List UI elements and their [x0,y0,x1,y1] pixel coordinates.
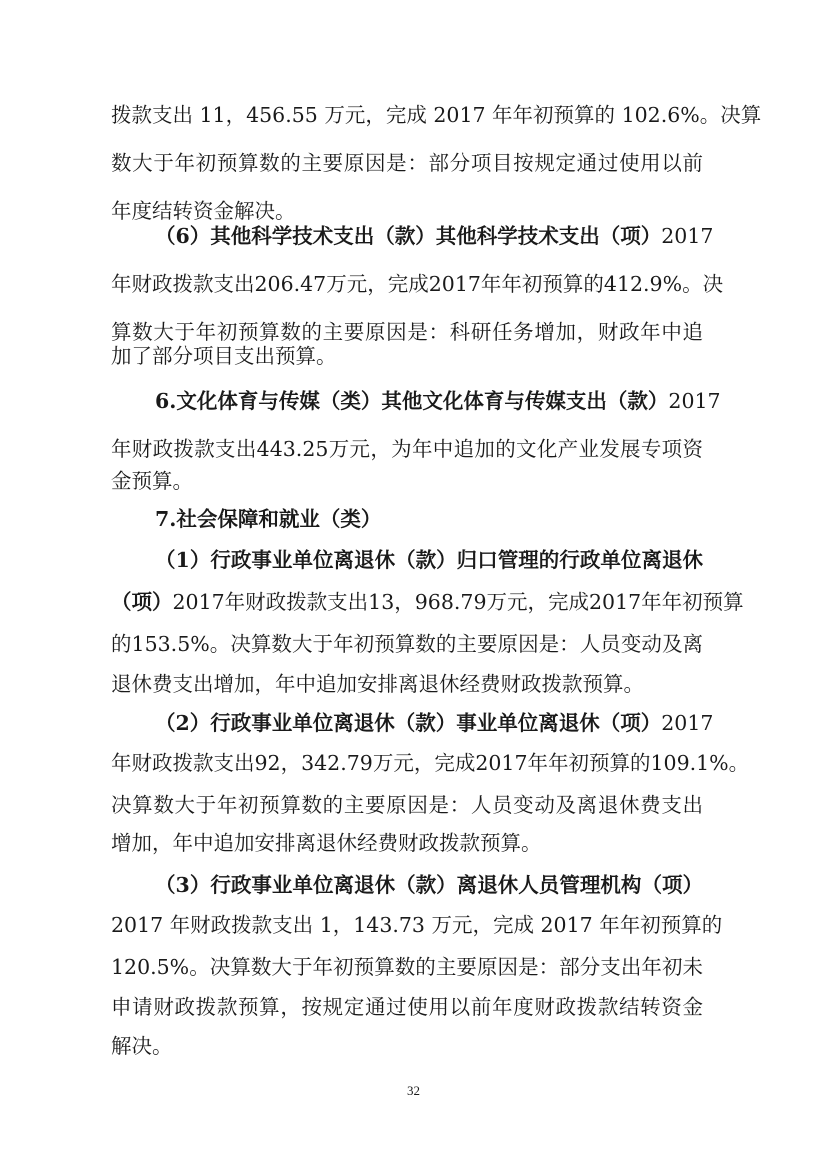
body-text-line: 的153.5%。决算数大于年初预算数的主要原因是：人员变动及离 [111,632,703,656]
section-heading: 7.社会保障和就业（类） [155,507,382,531]
body-text-line: 年财政拨款支出92，342.79万元，完成2017年年初预算的109.1%。 [111,751,750,775]
body-text-line: 120.5%。决算数大于年初预算数的主要原因是：部分支出年初未 [111,955,703,979]
heading-tail-text: 2017 [661,224,714,248]
body-text-line: 申请财政拨款预算，按规定通过使用以前年度财政拨款结转资金 [111,995,703,1019]
body-text-line: 年财政拨款支出443.25万元，为年中追加的文化产业发展专项资 [111,437,703,461]
heading-tail-text: 2017年财政拨款支出13，968.79万元，完成2017年年初预算 [172,590,744,614]
heading-tail-text: 2017 [668,389,721,413]
body-text-line: 退休费支出增加，年中追加安排离退休经费财政拨款预算。 [111,672,644,696]
section-heading: （1）行政事业单位离退休（款）归口管理的行政单位离退休 [155,548,703,572]
body-text-line: 年度结转资金解决。 [111,199,296,223]
section-heading-line [155,216,714,256]
section-heading-line [155,381,721,421]
section-heading-line [155,703,714,743]
page-number: 32 [407,1083,420,1098]
heading-tail-text: 2017 [661,711,714,735]
body-text-line: 数大于年初预算数的主要原因是：部分项目按规定通过使用以前 [111,151,703,175]
section-heading: 6.文化体育与传媒（类）其他文化体育与传媒支出（款） [155,389,669,413]
body-text-line: 算数大于年初预算数的主要原因是：科研任务增加，财政年中追 [111,320,703,344]
body-text-line: 解决。 [111,1034,173,1058]
body-text-line: 年财政拨款支出206.47万元，完成2017年年初预算的412.9%。决 [111,272,724,296]
body-text-line: 拨款支出 11，456.55 万元，完成 2017 年年初预算的 102.6%。决算 [111,103,762,127]
section-heading: （3）行政事业单位离退休（款）离退休人员管理机构（项） [155,873,703,897]
section-heading: （2）行政事业单位离退休（款）事业单位离退休（项） [155,711,662,735]
body-text-line: 增加，年中追加安排离退休经费财政拨款预算。 [111,831,542,855]
body-text-line: 2017 年财政拨款支出 1，143.73 万元，完成 2017 年年初预算的 [111,913,723,937]
section-heading: （6）其他科学技术支出（款）其他科学技术支出（项） [155,224,662,248]
section-heading-cont: （项） [111,590,173,614]
body-text-line: 金预算。 [111,469,193,493]
section-heading-line [111,582,744,622]
body-text-line: 决算数大于年初预算数的主要原因是：人员变动及离退休费支出 [111,793,703,817]
body-text-line: 加了部分项目支出预算。 [111,344,337,368]
